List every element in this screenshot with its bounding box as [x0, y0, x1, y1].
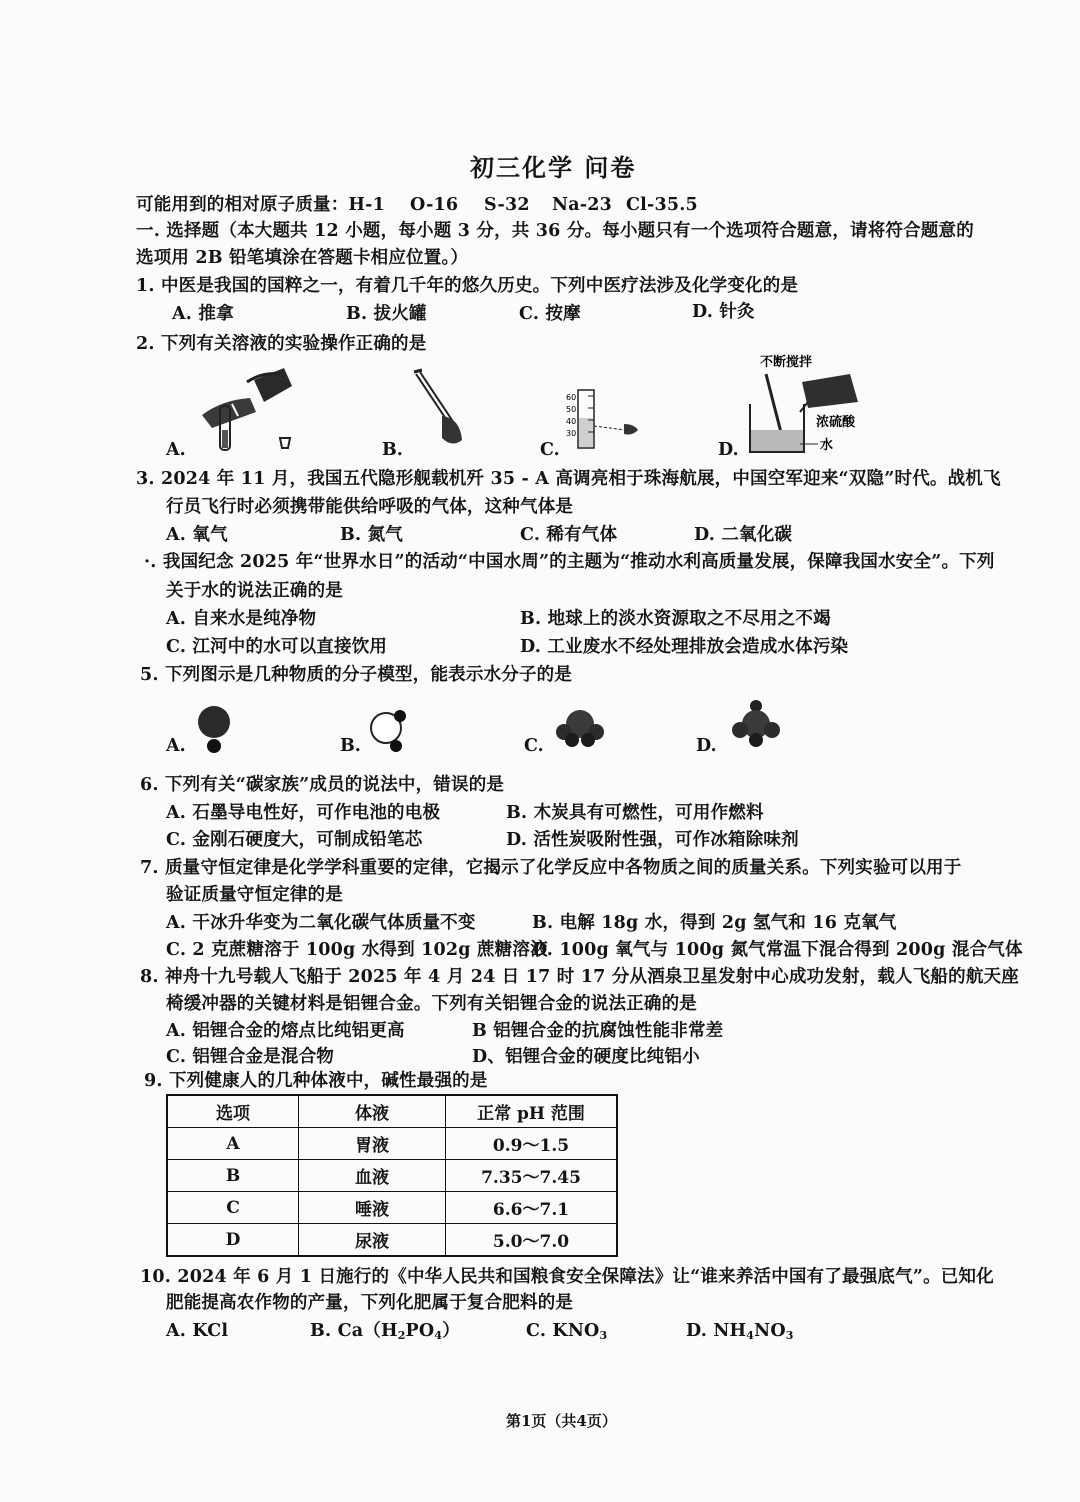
- q5-model-c: [552, 706, 608, 750]
- q2-option-d: D.: [718, 440, 739, 460]
- q4-stem-line1: ·. 我国纪念 2025 年“世界水日”的活动“中国水周”的主题为“推动水利高质量发展，保障我国水安全”。下列: [144, 552, 995, 572]
- q3-option-c: C. 稀有气体: [520, 525, 618, 545]
- q10-stem-line2: 肥能提高农作物的产量，下列化肥属于复合肥料的是: [166, 1293, 574, 1313]
- q7-option-d: D. 100g 氧气与 100g 氮气常温下混合得到 200g 混合气体: [532, 940, 1023, 960]
- table-cell: 0.9～1.5: [446, 1128, 618, 1160]
- q5-model-d: [728, 698, 784, 750]
- q8-stem-line2: 椅缓冲器的关键材料是铝锂合金。下列有关铝锂合金的说法正确的是: [166, 994, 697, 1014]
- q1-option-c: C. 按摩: [519, 304, 581, 324]
- q2-figure-b: [408, 370, 468, 460]
- q5-stem: 5. 下列图示是几种物质的分子模型，能表示水分子的是: [140, 665, 573, 685]
- table-row: [167, 1160, 617, 1192]
- q6-option-c: C. 金刚石硬度大，可制成铅笔芯: [166, 830, 423, 850]
- q7-option-a: A. 干冰升华变为二氧化碳气体质量不变: [166, 913, 476, 933]
- q2-option-b: B.: [382, 440, 403, 460]
- q10-b-part: PO: [405, 1321, 435, 1341]
- q10-d-sub: 4: [746, 1329, 755, 1342]
- q10-d-part: D. NH: [686, 1321, 747, 1341]
- table-cell: 6.6～7.1: [446, 1192, 618, 1224]
- q5-model-a: [196, 702, 236, 756]
- atomic-mass-cl: Cl-35.5: [626, 195, 698, 215]
- q8-option-b: B 铝锂合金的抗腐蚀性能非常差: [472, 1021, 724, 1041]
- q2-fig-c-tick-50: 50: [566, 405, 577, 414]
- q5-option-c: C.: [524, 736, 544, 756]
- q4-option-b: B. 地球上的淡水资源取之不尽用之不竭: [520, 609, 831, 629]
- q2-fig-c-tick-60: 60: [566, 393, 577, 402]
- q9-stem: 9. 下列健康人的几种体液中，碱性最强的是: [144, 1071, 488, 1091]
- table-cell: A: [167, 1128, 299, 1160]
- q10-b-part: ）: [442, 1321, 460, 1341]
- table-cell: B: [167, 1160, 299, 1192]
- page-title: 初三化学 问卷: [470, 153, 637, 182]
- table-header-cell: 选项: [167, 1095, 299, 1128]
- table-cell: 唾液: [299, 1192, 446, 1224]
- q1-stem: 1. 中医是我国的国粹之一，有着几千年的悠久历史。下列中医疗法涉及化学变化的是: [136, 276, 799, 296]
- table-cell: C: [167, 1192, 299, 1224]
- q4-option-d: D. 工业废水不经处理排放会造成水体污染: [520, 637, 849, 657]
- q10-c-part: C. KNO: [526, 1321, 600, 1341]
- q10-option-a: A. KCl: [166, 1321, 229, 1341]
- table-header-row: [167, 1095, 617, 1128]
- page-footer: 第1页（共4页）: [506, 1412, 617, 1430]
- table-row: [167, 1224, 617, 1257]
- table-cell: 血液: [299, 1160, 446, 1192]
- q5-model-b: [366, 706, 416, 758]
- q6-option-b: B. 木炭具有可燃性，可用作燃料: [506, 803, 764, 823]
- q10-d-part: NO: [754, 1321, 786, 1341]
- q7-stem-line2: 验证质量守恒定律的是: [166, 885, 343, 905]
- table-cell: 5.0～7.0: [446, 1224, 618, 1257]
- q2-fig-d-acid-label: 浓硫酸: [816, 415, 856, 430]
- q2-fig-c-tick-30: 30: [566, 429, 577, 438]
- q2-stem: 2. 下列有关溶液的实验操作正确的是: [136, 334, 427, 354]
- q7-option-c: C. 2 克蔗糖溶于 100g 水得到 102g 蔗糖溶液: [166, 940, 548, 960]
- q10-option-c: [526, 1320, 607, 1342]
- q4-option-c: C. 江河中的水可以直接饮用: [166, 637, 388, 657]
- q10-stem-line1: 10. 2024 年 6 月 1 日施行的《中华人民共和国粮食安全保障法》让“谁来养活中国有了最强底气”。已知化: [140, 1267, 994, 1287]
- q2-fig-d-stir-label: 不断搅拌: [760, 355, 813, 370]
- table-header-cell: 体液: [299, 1095, 446, 1128]
- q4-option-a: A. 自来水是纯净物: [166, 609, 317, 629]
- q10-c-sub: 3: [599, 1329, 608, 1342]
- q8-stem-line1: 8. 神舟十九号载人飞船于 2025 年 4 月 24 日 17 时 17 分从酒泉卫星发射中心成功发射，载人飞船的航天座: [140, 967, 1019, 987]
- atomic-mass-h: H-1: [348, 195, 385, 215]
- q2-figure-d: [742, 352, 922, 462]
- q1-option-d: D. 针灸: [692, 302, 755, 322]
- q10-b-sub: 2: [397, 1329, 406, 1342]
- q2-option-a: A.: [166, 440, 186, 460]
- q10-b-sub: 4: [434, 1329, 443, 1342]
- q7-stem-line1: 7. 质量守恒定律是化学学科重要的定律，它揭示了化学反应中各物质之间的质量关系。下列实验可以用于: [140, 858, 962, 878]
- q9-ph-table: [166, 1094, 618, 1257]
- q6-option-a: A. 石墨导电性好，可作电池的电极: [166, 803, 441, 823]
- q3-option-b: B. 氮气: [340, 525, 403, 545]
- table-header-cell: 正常 pH 范围: [446, 1095, 618, 1128]
- q10-d-sub: 3: [785, 1329, 794, 1342]
- section-header-line1: 一. 选择题（本大题共 12 小题，每小题 3 分，共 36 分。每小题只有一个选项符合题意，请将符合题意的: [136, 221, 974, 241]
- section-header-line2: 选项用 2B 铅笔填涂在答题卡相应位置。）: [136, 248, 469, 268]
- atomic-mass-line: [136, 194, 385, 216]
- q6-stem: 6. 下列有关“碳家族”成员的说法中，错误的是: [140, 775, 505, 795]
- q4-stem-line2: 关于水的说法正确的是: [166, 581, 343, 601]
- q2-option-c: C.: [540, 440, 560, 460]
- q1-option-a: A. 推拿: [172, 304, 234, 324]
- table-row: [167, 1192, 617, 1224]
- q2-fig-d-water-label: 水: [820, 438, 834, 453]
- q10-option-d: [686, 1320, 794, 1342]
- q7-option-b: B. 电解 18g 水，得到 2g 氢气和 16 克氧气: [532, 913, 897, 933]
- table-row: [167, 1128, 617, 1160]
- atomic-mass-na: Na-23: [552, 195, 612, 215]
- q10-option-b: [310, 1320, 460, 1342]
- q8-option-c: C. 铝锂合金是混合物: [166, 1047, 335, 1067]
- q2-figure-a: [192, 360, 302, 460]
- q5-option-d: D.: [696, 736, 717, 756]
- q2-fig-c-tick-40: 40: [566, 417, 577, 426]
- q8-option-a: A. 铝锂合金的熔点比纯铝更高: [166, 1021, 405, 1041]
- q5-option-b: B.: [340, 736, 361, 756]
- q3-stem-line1: 3. 2024 年 11 月，我国五代隐形舰载机歼 35 - A 高调亮相于珠海航展，中国空军迎来“双隐”时代。战机飞: [136, 469, 1001, 489]
- atomic-mass-label: 可能用到的相对原子质量：: [136, 195, 349, 215]
- table-cell: 7.35～7.45: [446, 1160, 618, 1192]
- table-cell: 尿液: [299, 1224, 446, 1257]
- q8-option-d: D、铝锂合金的硬度比纯铝小: [472, 1047, 700, 1067]
- q2-figure-c: [568, 388, 648, 452]
- q5-option-a: A.: [166, 736, 186, 756]
- table-cell: D: [167, 1224, 299, 1257]
- atomic-mass-o: O-16: [410, 195, 459, 215]
- q3-option-a: A. 氧气: [166, 525, 228, 545]
- q3-option-d: D. 二氧化碳: [694, 525, 793, 545]
- atomic-mass-s: S-32: [484, 195, 530, 215]
- q6-option-d: D. 活性炭吸附性强，可作冰箱除味剂: [506, 830, 799, 850]
- q10-b-part: B. Ca（H: [310, 1321, 398, 1341]
- q1-option-b: B. 拔火罐: [346, 304, 427, 324]
- table-cell: 胃液: [299, 1128, 446, 1160]
- q3-stem-line2: 行员飞行时必须携带能供给呼吸的气体，这种气体是: [166, 497, 574, 517]
